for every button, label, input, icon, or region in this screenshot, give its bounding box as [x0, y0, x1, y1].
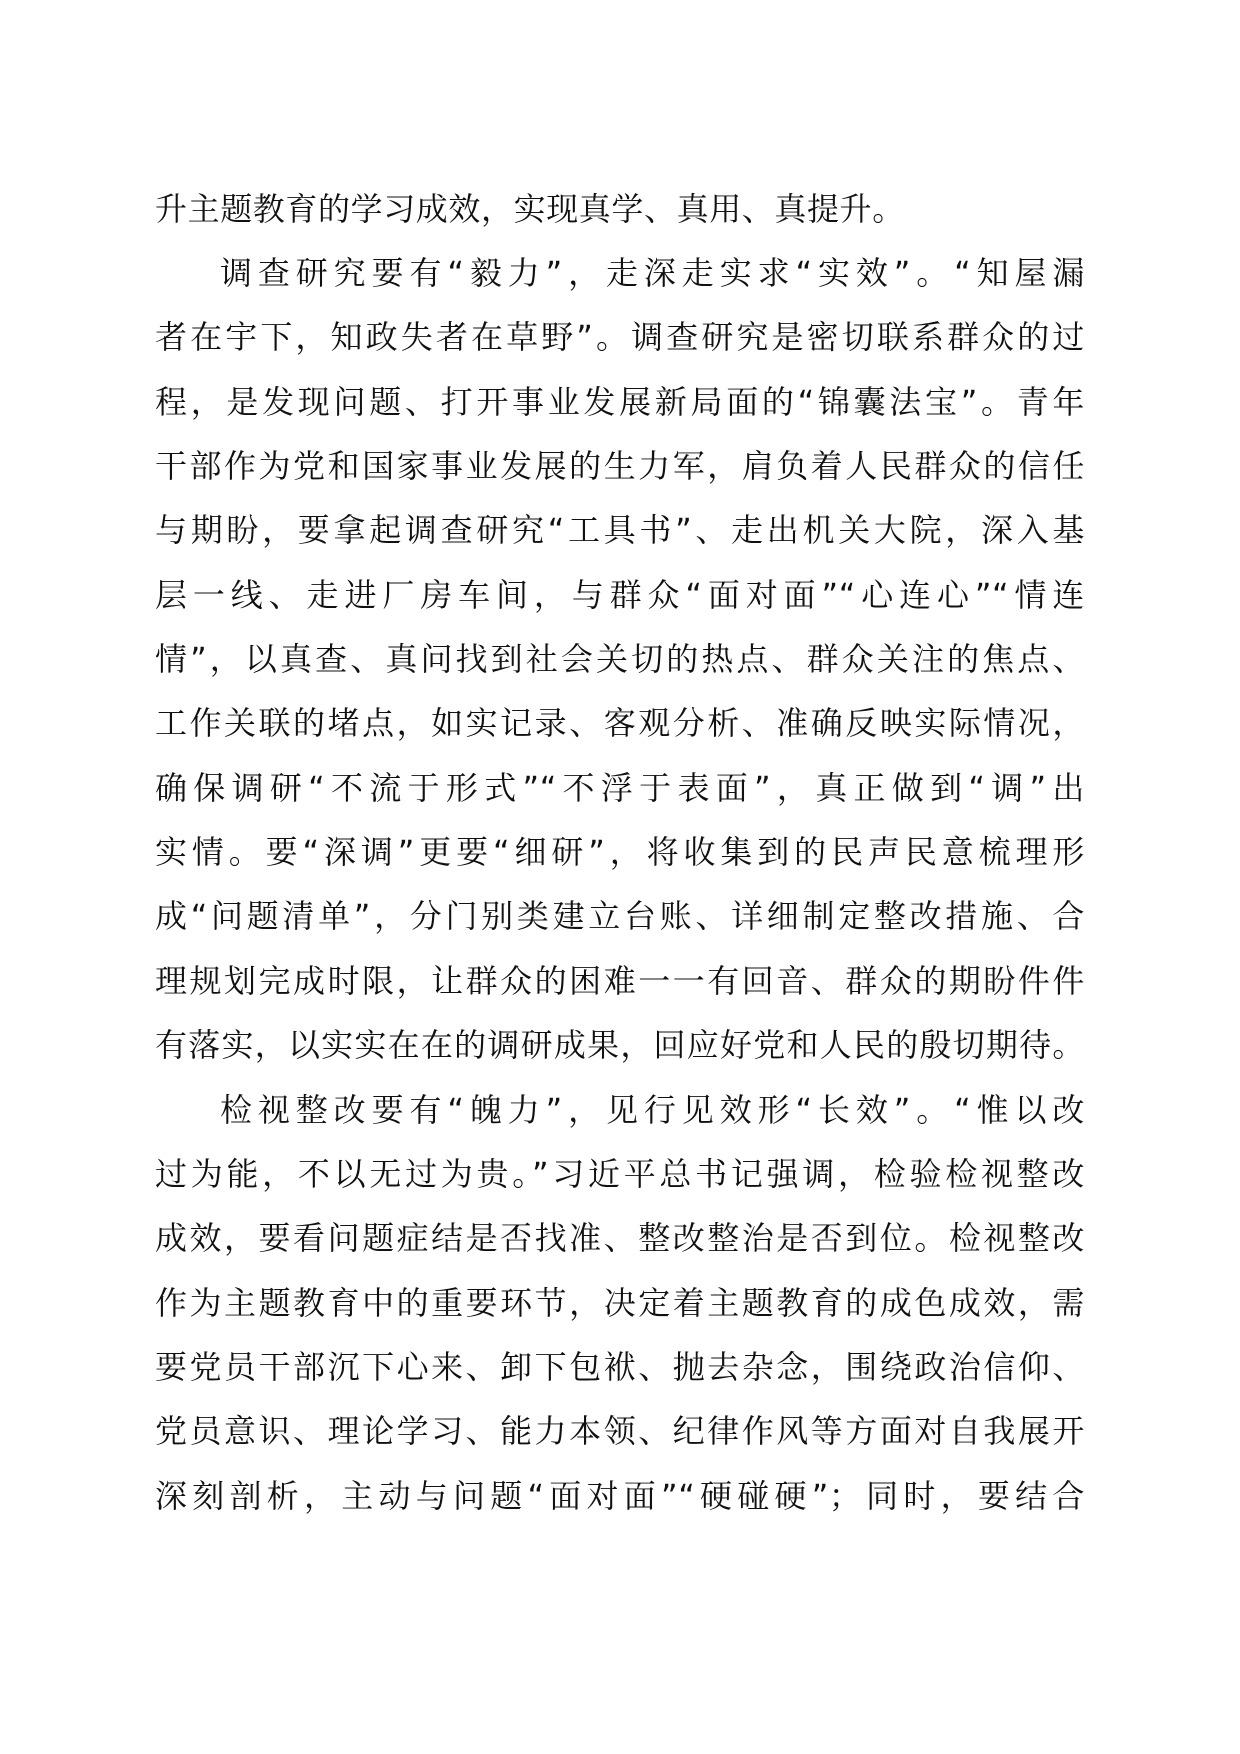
text-line: 党员意识、理论学习、能力本领、纪律作风等方面对自我展开: [155, 1412, 1085, 1450]
text-line: 理规划完成时限，让群众的困难一一有回音、群众的期盼件件: [155, 962, 1085, 1000]
text-line: 过为能，不以无过为贵。”习近平总书记强调，检验检视整改: [155, 1155, 1085, 1193]
text-line: 成效，要看问题症结是否找准、整改整治是否到位。检视整改: [155, 1219, 1085, 1257]
text-line: 要党员干部沉下心来、卸下包袱、抛去杂念，围绕政治信仰、: [155, 1348, 1085, 1386]
text-line: 与期盼，要拿起调查研究“工具书”、走出机关大院，深入基: [155, 511, 1085, 549]
text-line: 情”，以真查、真问找到社会关切的热点、群众关注的焦点、: [155, 640, 1085, 678]
text-line: 深刻剖析，主动与问题“面对面”“硬碰硬”；同时，要结合: [155, 1477, 1085, 1515]
text-line: 升主题教育的学习成效，实现真学、真用、真提升。: [155, 190, 905, 228]
paragraph-start-line: 检视整改要有“魄力”，见行见效形“长效”。“惟以改: [220, 1091, 1085, 1129]
text-line: 层一线、走进厂房车间，与群众“面对面”“心连心”“情连: [155, 576, 1085, 614]
text-line: 者在宇下，知政失者在草野”。调查研究是密切联系群众的过: [155, 318, 1085, 356]
text-line: 程，是发现问题、打开事业发展新局面的“锦囊法宝”。青年: [155, 383, 1085, 421]
text-line: 干部作为党和国家事业发展的生力军，肩负着人民群众的信任: [155, 447, 1085, 485]
text-line: 作为主题教育中的重要环节，决定着主题教育的成色成效，需: [155, 1284, 1085, 1322]
text-line: 有落实，以实实在在的调研成果，回应好党和人民的殷切期待。: [155, 1026, 1085, 1064]
text-line: 工作关联的堵点，如实记录、客观分析、准确反映实际情况，: [155, 704, 1085, 742]
text-line: 成“问题清单”，分门别类建立台账、详细制定整改措施、合: [155, 897, 1085, 935]
paragraph-start-line: 调查研究要有“毅力”，走深走实求“实效”。“知屋漏: [220, 254, 1085, 292]
text-line: 确保调研“不流于形式”“不浮于表面”，真正做到“调”出: [155, 769, 1085, 807]
text-line: 实情。要“深调”更要“细研”，将收集到的民声民意梳理形: [155, 833, 1085, 871]
